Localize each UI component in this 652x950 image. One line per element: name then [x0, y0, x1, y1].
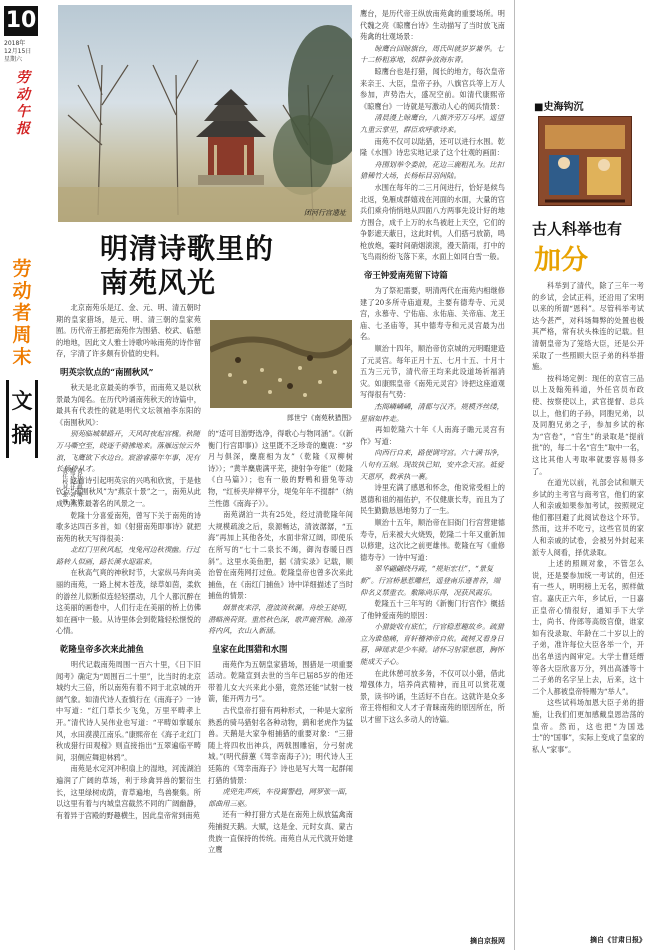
column-name: 劳动者周末 [12, 258, 32, 368]
paragraph: 为了祭祀需要，明清两代在南苑内相继修建了20多所寺庙道观，主要有德寿寺、元灵宫，永慕寺、宁佑庙、永佑庙、关帝庙、龙王庙、七圣庙等，其中德寿寺和元灵宫最为出名。 顺治十四年，顺治帝仿京城的元明暇建造了元灵宫。每年正月十五、七月十五、十月十五为三元节，清代帝王均来此设道场祈福消灾。如康熙皇帝《南苑元灵宫》诗把这座道观写得很有气势： [360, 286, 505, 400]
paragraph: 诗里充满了感恩和怀念，他说常受相上的恩德和祖的福佑护，不仅健康长寿，而且为了民生勤勤恳恳地努力了一生。 顺治十五年，顺治帝在旧衙门行宫营建德寿寺，后来被大火烧毁，乾隆二十年又重新加以修建，这次比之前更雄伟。乾隆在写《重修德寿寺》一诗中写道： [360, 483, 505, 562]
poem: 北红门里秋风起，曳兔河边秋禊幽。行过路转人似画，路长溪水迎霜来。 [56, 545, 200, 566]
sidebar-body: 科举到了清代，除了三年一考的乡试，会试正科，还沿用了宋明以来的所谓“恩科”。尽管科举考试达今甚严，对科场舞弊的处置也极其严格，常有状头株连的记载。但清朝皇帝为了笼络大臣，还是公开采取了一些照顾大臣子弟的科举措施。 按科场定例：现任的京官三品以上及翰苑科道，外任官员布政使、按察使以上，武官提督、总兵以上，他们的子孙，同胞兄弟，以及同胞兄弟之子，参加乡试的称为“官卷”，“官生”的录取是“提前批”的，每二十名“官生”取中一名，这比其他人考取率就要容易得多了。 在道光以前，礼部会试和顺天乡试的主考官与商考官，他们的家人和亲戚如果参加考试，按照规定他们都回避了此阅试卷这个环节。然而，这并不吃亏，这些官员的家人和亲戚的试卷，会被另外封起来派专人阅看，择优录取。 上述的照顾对象，不管怎么说，还是要参加统一考试的，但还有一些人，明明榜上无名，照样做官。嘉庆正六年，乡试后，一日嘉正皇帝心情很好，通知手下大学士，尚书、侍郎等高级官僚，谁家如有没录取、年龄在二十岁以上的子弟，准许每位大臣各举一个，开出名单送内阁审定。大学士曹廷缙等各大臣欣喜万分，列出高潘等十二子弟的名字呈上去，后来，这十二个人都被皇帝特赐为“举人”。 这些试科场加恩大臣子弟的措施，让我们们更加感戴皇恩浩荡的皇帝。然而，这也把“为国选士”的“国事”，实际上变成了皇家的私人“家事”。 [532, 281, 644, 754]
sidebar-headline-line2: 加分 [534, 245, 588, 276]
palace-photo [58, 5, 352, 222]
photo-caption: 团河行宫遗址 [304, 209, 346, 217]
hunting-painting [210, 320, 352, 408]
editor-credits: 责任编辑 周 倩 版式设计 刘 芳 责任校对 张 静 [61, 468, 82, 505]
poem: 清晨漫上晾鹰台，八旗齐劳万马坪。遥望九重云掌里，群臣欢呼歌诗来。 [360, 113, 504, 134]
subhead-hunting: 皇家在此围猎和水围 [212, 643, 288, 654]
paragraph: 南苑不仅可以陆猎，还可以进行水围。乾隆《水围》诗忠实地记录了这个壮观的画面： [360, 136, 505, 158]
sidebar-source: 摘自《甘肃日报》 [590, 935, 646, 944]
paragraph: 在秋高气爽的神秋时节，大家纵马奔向美丽的南苑，一路上树木苍茂，绿草如茵，柔软的游丝儿似断似连轻轻摆动，几个人都沉醉在这美丽的画卷中，人们行走在美丽的桥上仿佛如在画中一般。从诗里体会到乾隆轻松惬悦的心情。 [56, 568, 201, 636]
sidebar [520, 0, 650, 950]
subhead-fishing: 乾隆皇帝多次来此捕鱼 [60, 644, 144, 655]
page-number: 10 [4, 6, 38, 36]
sidebar-painting-art [539, 117, 631, 205]
subhead-poems: 帝王钟爱南苑留下诗篇 [364, 270, 448, 281]
paragraph: 南苑作为五朝皇家猎场，围猎是一项重要活动。乾隆宣到去世的当年已届85岁的他还带着儿女大兴来此小猎，竟然还能“试射一枝箭，能开两力弓”。 古代皇帝打猎有两种形式，一种是大家所熟悉的骑马猎射名各种动物，鹞和老虎作为猛兽。天鹅是大家争相捕猎的重要对象：“三猎随上将四枚出神兵，两戟围雕宿，分弓射虎城。”(明代薛蕙《驾幸南海子》)；明代诗人王廷陈的《驾幸南海子》诗也是写大驾一起群闹打猎的情景： [208, 659, 353, 785]
poem: 烟景夜来浮，澄波淡秋澜。舟绘王徒明，潜略渔荷贤。重然秋色深，歌声鹿营釉。漁荡将内风，衣山入新涵。 [208, 602, 352, 636]
paragraph: 的“适可目游野选净，得歌心与物同涵”。《(新衡门行宫即事)》这里既不乏珍奇的麋鹿：“岁月与俱深，麋鹿相为友”（乾隆《双柳树诗》）；“黄羊麋鹿满平芜，捷射争夸能”（乾隆《白马篇》）；也有一般的野鸭和猎兔等动物，“红桥夹岸柳平分，堤兔年年不掇群”（纳兰性德《南海子》）。 南苑湖泊一共有25处，经过清乾隆年间大规模疏浚之后，泉源畅达，清波潺潺，“五海”再加上其他各处，水面非常辽阔，即使乐在所写的“七十二泉长不竭，御沟春暖日西斜”。这里水美鱼肥，据《清实录》记载，顺治曾在南苑网打过鱼。乾隆皇帝也曾多次来此捕鱼，在《南红门捕鱼》诗中详细描述了当时捕鱼的情景： [208, 429, 353, 601]
paragraph: 还有一种打猎方式是在南苑上纵放猛禽南苑捕捉天鹅。大赋，这是金、元时女真、蒙古贵族一直保持的传统。南苑自从元代就开始建立鹰 [208, 810, 353, 855]
intro-paragraph: 北京南苑乐是辽、金、元、明、清五朝时期的皇家猎场，是元、明、清三朝的皇家苑囿。历代帝王都把南苑作为围猎、校武、临憩的地地，因此文人雅士诗歌吟咏南苑的诗作留存，字清了许多颇有价值的史料。 [56, 303, 201, 359]
painting-art [210, 320, 352, 408]
paragraph: 秋天是北京最美的季节，而南苑又是以秋景最为闻名。在历代吟诵南苑秋天的诗篇中，最具有代表性的就是明代文坛领袖李东阳的《南囿秋风》： [56, 382, 201, 427]
article-column-2 [208, 428, 353, 856]
palace-photo-art [58, 5, 352, 222]
poem: 别苑临城辇路开，天风时夜起宫槐。秋随万马嘶空至，晓逐千骑拂地来。落雁远惊云外浪，飞鹰欲下水边台。宸游睿藻年年事，况有长杨侍从才。 [56, 429, 200, 474]
sidebar-headline-line1: 古人科举也有 [532, 220, 623, 238]
sidebar-column-title: ■史海钩沉 [534, 102, 584, 113]
paragraph: 再如乾隆六十年《人南海子瞻元灵宫有作》写道： [360, 425, 505, 446]
article-source: 摘自京报网 [470, 936, 505, 945]
sidebar-painting [538, 116, 632, 206]
paper-name-logo: 劳动午报 [16, 70, 30, 137]
poem: 小猎旋收有底忙，行官稳惹趣故乡。疏猎立为谁他痛，育轩稽神帝自依。疏树又看身日暮，碑瑶求是少车骑。诸怀习射蒙慈恩，胸怀能成天子心。 [360, 622, 504, 667]
article-column-1 [56, 302, 201, 821]
poem: 翠华翩翩绕丹霞，“规矩宏壮”，“景复新”。行宫桥悬惹雕栏，遥登南乐遵普谷，端仰名义禁重衣。敷陈尚乐得，况获风霞乐。 [360, 564, 501, 597]
paragraph: 晾鹰台也是打猎，闻长的地方，每次皇帝来亲王、大臣，皇帝子孙，八旗官兵等上万人参加，声势浩大，盛况空前。如清代康熙帝《晾鹰台》一诗就是写激动人心的阅兵情景： [360, 66, 505, 111]
masthead [0, 0, 82, 950]
paragraph: 水围在每年的二三月间进行，恰好是候鸟北返，兔雁成群嬉戏在河面的水面，大量的官兵们乘舟悄悄地从四面八方两事先设计好的地方围合，成千上万的水鸟被赶上天空，它们的争影遮天蔽日，这此时机，人们搭弓放箭，鸣枪放炮，霎时间硝烟滚滚，漫天箭雨，打中的飞鸟雨纷纷飞落下来，水面上如同白雪一般。 [360, 182, 505, 262]
article-column-3 [360, 8, 505, 726]
paragraph: 在此休憩可放多务，不仅可以小猎，借此增强体力，培养尚武精神，而且可以赏花观景，读书吟诵，生活好不自在。这就许是众多帝王将相和文人才子青睐南苑的原因所在，所以才留下这么多动人的诗篇。 [360, 668, 505, 725]
painting-caption: 郎世宁《南苑秋猎图》 [287, 414, 355, 422]
paragraph: 鹰台，是历代帝王纵放南苑禽的重要场所。明代魏之亮《晾鹰台诗》生动描写了当时放飞南苑禽的壮观场景： [360, 9, 505, 42]
article-headline: 明清诗歌里的 南苑风光 [100, 232, 275, 299]
issue-date: 2018年 12月15日 星期六 [4, 40, 32, 63]
section-title: 文摘 [11, 388, 33, 447]
poem: 杰阁嶙嶙嶙，清都与汉齐。规模齐丝缕，星宿如杵走。 [360, 402, 504, 423]
poem: 舟围划举令委浪，花边三鹿粗礼为。比扣猎稀竹大场，长杨标目羽间陆。 [360, 159, 504, 181]
subhead-autumn: 明英宗钦点的“南囿秋风” [60, 366, 154, 377]
pavilion-building [196, 89, 266, 185]
poem: 向西行自来，路便调穹宫。六十满书净，八旬有五刻。现故执已知，安卉念天宫。祗爱天恩厚，数承执一裹。 [360, 448, 504, 481]
poem: 虎兜先声疾，车役翼警趋，网罗张一面，部曲用三驱。 [208, 787, 352, 808]
sidebar-divider [514, 0, 515, 950]
paragraph: 明代记载南苑周围一百六十里，《日下旧闻考》确定为“周围百二十里”，比当时的北京城约大三倍，所以南苑有着不同于北京城的开阔气象。如清代诗人查慎行在《南海子》一诗中写道：“红门草长少飞兔，万里平畴孝上开。”清代诗人吴伟业也写道：“平畴如掌暖东风，水田漠漠江南乐。”康熙帝在《海子北红门秋成猎行田观稼》则直接指出“五翠遍临平畴间，羽侧应舞迎林鸦”。 南苑是水定河冲积扇上的湿地，河流湖泊遍润了广阔的草场，利于珍禽异兽的繁衍生长，这里绿树成荫，青草遍地，鸟兽聚集。所以这里有着与内城皇宫截然不同的广阔幽静，有着异于宫殿的野趣横生，因此皇帝常到南苑 [56, 660, 201, 820]
paragraph: 这首诗引起明英宗的兴鸣和欣赏，于是他钦点“南囿秋风”为“燕京十景”之一，南苑从此成为燕京最著名的风景之一。 乾隆十分喜爱南苑，曾写下关于南苑的诗歌多达四百多首，如《射猎南苑即事诗》就把南苑的秋天写得很美： [56, 475, 201, 543]
paragraph: 乾隆五十三年写的《新衡门行宫作》概括了他钟爱南苑的原因： [360, 599, 505, 620]
poem: 晾鹰台回晾旗台，周氏叫就岁岁兼华。七十二桥粗寡地，娱群争放海东青。 [360, 43, 504, 65]
sidebar-column-title-text: 史海钩沉 [543, 102, 584, 113]
